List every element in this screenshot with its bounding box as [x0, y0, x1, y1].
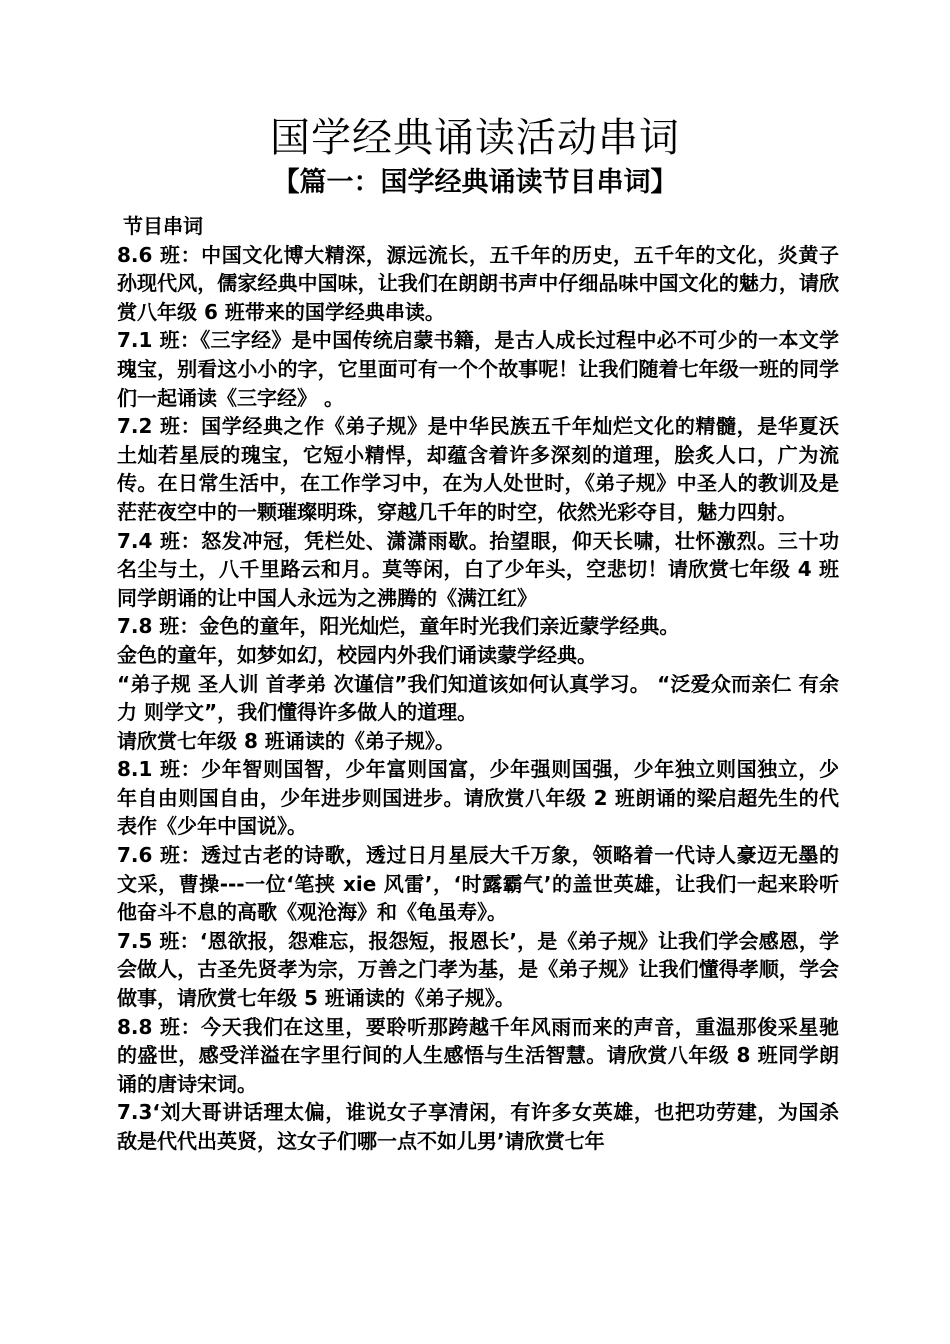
paragraph-7-2: 7.2 班：国学经典之作《弟子规》是中华民族五千年灿烂文化的精髓，是华夏沃土灿若星辰的瑰宝，它短小精悍，却蕴含着许多深刻的道理，脍炙人口，广为流传。在日常生活中，在工作学习中，在为人处世时，《弟子规》中圣人的教训及是茫茫夜空中的一颗璀璨明珠，穿越几千年的时空，依然光彩夺目，魅力四射。 — [117, 414, 839, 524]
paragraph-7-4: 7.4 班：怒发冲冠，凭栏处、潇潇雨歇。抬望眼，仰天长啸，壮怀激烈。三十功名尘与土，八千里路云和月。莫等闲，白了少年头，空悲切！请欣赏七年级 4 班同学朗诵的让中国人永远为之沸腾的《满江红》 — [117, 528, 839, 610]
document-title: 国学经典诵读活动串词 — [270, 115, 680, 161]
paragraph-7-5: 7.5 班：‘恩欲报，怨难忘，报怨短，报恩长’，是《弟子规》让我们学会感恩，学会做人，古圣先贤孝为宗，万善之门孝为基，是《弟子规》让我们懂得孝顺，学会做事，请欣赏七年级 5 班诵读的《弟子规》。 — [117, 928, 839, 1011]
paragraph-7-3: 7.3‘刘大哥讲话理太偏，谁说女子享清闲，有许多女英雄，也把功劳建，为国杀敌是代代出英贤，这女子们哪一点不如儿男’请欣赏七年 — [117, 1100, 839, 1153]
paragraph-8-1: 8.1 班：少年智则国智，少年富则国富，少年强则国强，少年独立则国独立，少年自由则国自由，少年进步则国进步。请欣赏八年级 2 班朗诵的梁启超先生的代表作《少年中国说》。 — [117, 757, 839, 839]
section-heading: 节目串词 — [123, 214, 203, 238]
paragraph-7-8-line3: “弟子规 圣人训 首孝弟 次谨信”我们知道该如何认真学习。 “泛爱众而亲仁 有余力 则学文”，我们懂得许多做人的道理。 — [117, 671, 839, 725]
paragraph-7-1: 7.1 班：《三字经》是中国传统启蒙书籍，是古人成长过程中必不可少的一本文学瑰宝，别看这小小的字，它里面可有一个个故事呢！让我们随着七年级一班的同学们一起诵读《三字经》 。 — [117, 328, 839, 410]
paragraph-7-8: 7.8 班：金色的童年，阳光灿烂，童年时光我们亲近蒙学经典。 — [117, 614, 680, 639]
document-body — [117, 212, 839, 1156]
document-subtitle: 【篇一：国学经典诵读节目串词】 — [272, 167, 678, 198]
paragraph-7-8-line4: 请欣赏七年级 8 班诵读的《弟子规》。 — [117, 728, 455, 753]
paragraph-7-8-line2: 金色的童年，如梦如幻，校园内外我们诵读蒙学经典。 — [117, 642, 597, 667]
paragraph-8-6: 8.6 班：中国文化博大精深，源远流长，五千年的历史，五千年的文化，炎黄子孙现代风，儒家经典中国味，让我们在朗朗书声中仔细品味中国文化的魅力，请欣赏八年级 6 班带来的国学经典串读。 — [117, 242, 839, 324]
paragraph-7-6: 7.6 班：透过古老的诗歌，透过日月星辰大千万象，领略着一代诗人豪迈无墨的文采，曹操---一位‘笔挟 xie 风雷’，‘时露霸气’的盖世英雄，让我们一起来聆听他奋斗不息的高歌《观沧海》和《龟虽寿》。 — [117, 843, 839, 925]
paragraph-8-8: 8.8 班：今天我们在这里，要聆听那跨越千年风雨而来的声音，重温那俊采星驰的盛世，感受洋溢在字里行间的人生感悟与生活智慧。请欣赏八年级 8 班同学朗诵的唐诗宋词。 — [117, 1014, 839, 1096]
